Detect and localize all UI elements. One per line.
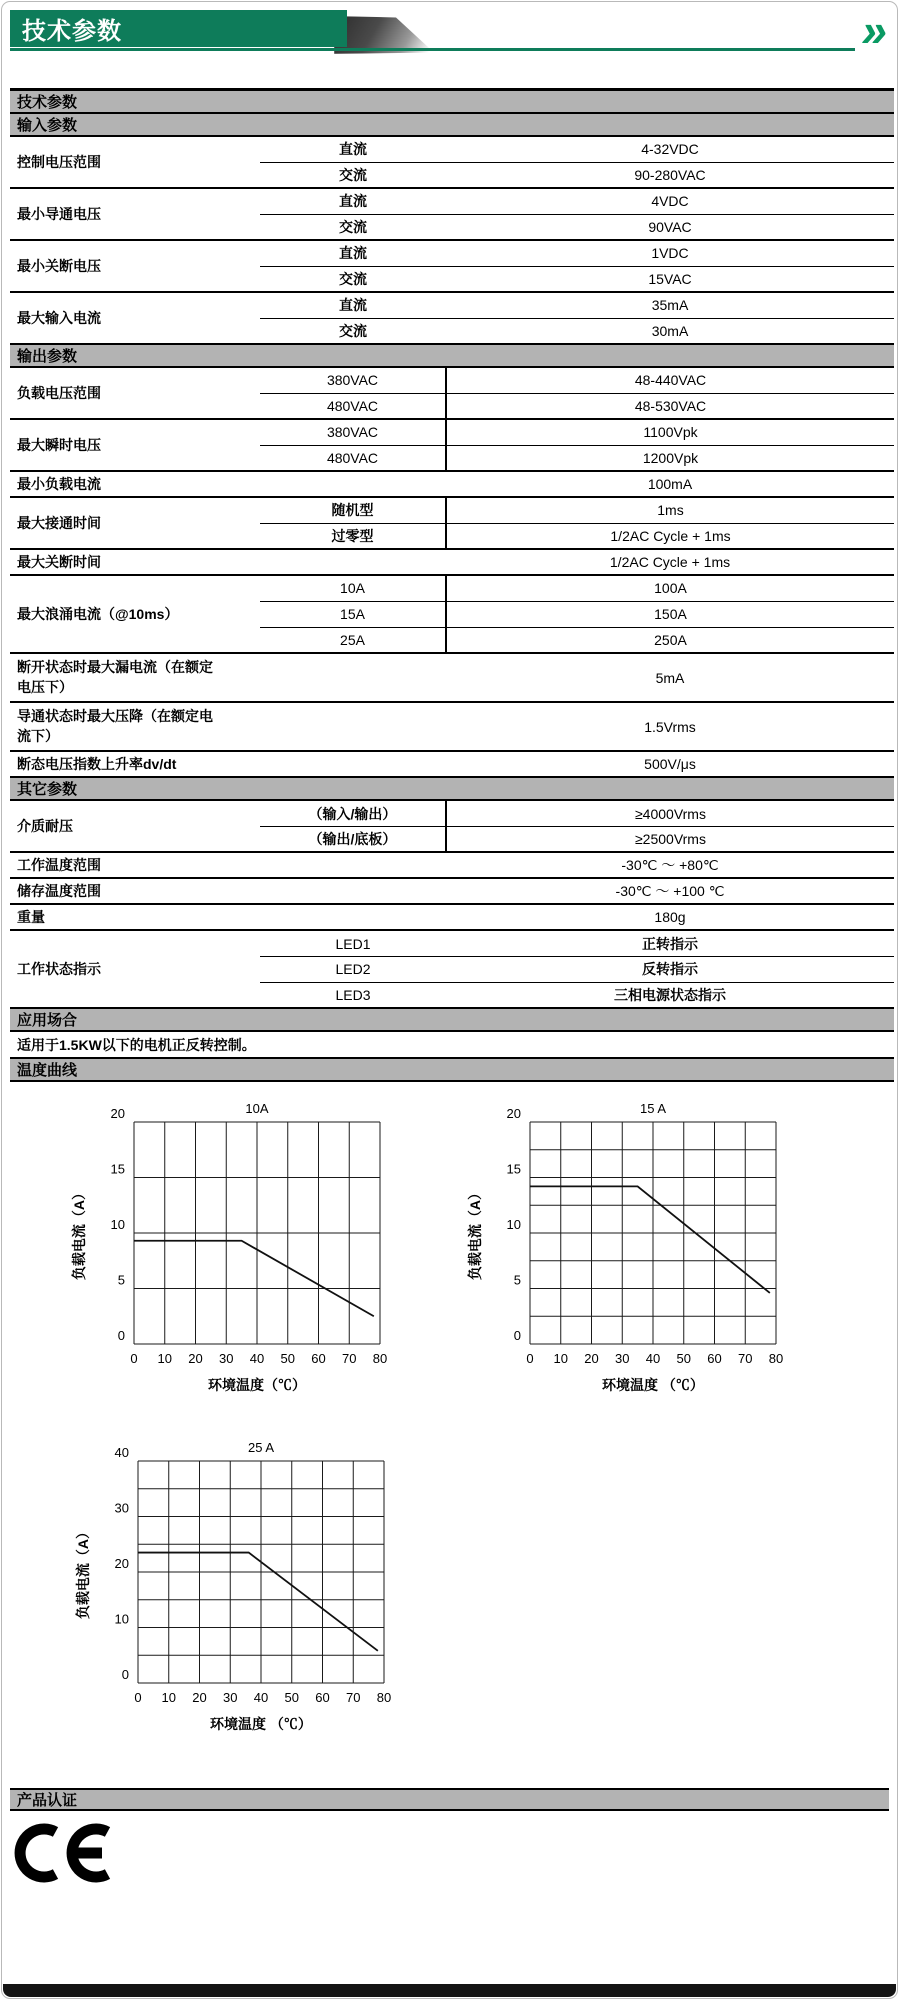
param-value: 15VAC — [446, 266, 894, 292]
param-value: 反转指示 — [446, 956, 894, 982]
svg-text:60: 60 — [315, 1690, 330, 1706]
table-row — [10, 852, 894, 878]
svg-text:10: 10 — [161, 1690, 176, 1706]
svg-text:负载电流（A）: 负载电流（A） — [75, 1525, 91, 1620]
derating-chart-10a — [70, 1094, 410, 1415]
svg-text:50: 50 — [284, 1690, 299, 1706]
param-value: -30℃ ～ +80℃ — [446, 852, 894, 878]
svg-text:15 A: 15 A — [639, 1101, 667, 1117]
charts-row-1 — [2, 1094, 897, 1415]
svg-text:10: 10 — [110, 1217, 125, 1233]
double-chevron-icon: » — [861, 4, 887, 56]
param-value: 150A — [446, 601, 894, 627]
datasheet-page — [1, 1, 898, 1999]
svg-text:0: 0 — [117, 1328, 125, 1344]
svg-text:40: 40 — [253, 1690, 269, 1706]
svg-text:20: 20 — [584, 1351, 599, 1367]
param-sub-label: LED2 — [260, 956, 446, 982]
page-title: 技术参数 — [22, 18, 122, 45]
svg-text:10: 10 — [157, 1351, 172, 1367]
param-label: 工作温度范围 — [10, 852, 446, 878]
table-row — [10, 904, 894, 930]
svg-text:负载电流（A）: 负载电流（A） — [467, 1186, 483, 1281]
table-row — [10, 188, 894, 214]
param-label: 断态电压指数上升率dv/dt — [10, 751, 446, 777]
param-value: 500V/μs — [446, 751, 894, 777]
param-sub-label: 交流 — [260, 214, 446, 240]
table-row — [10, 800, 894, 826]
param-sub-label: 直流 — [260, 136, 446, 162]
param-sub-label: 随机型 — [260, 497, 446, 523]
application-text: 适用于1.5KW以下的电机正反转控制。 — [17, 1036, 256, 1053]
derating-chart-25a — [74, 1433, 414, 1754]
table-title-row — [10, 90, 894, 114]
param-value: 35mA — [446, 292, 894, 318]
param-value: 48-530VAC — [446, 393, 894, 419]
section-header-input: 输入参数 — [10, 113, 894, 136]
svg-text:40: 40 — [645, 1351, 661, 1367]
svg-text:0: 0 — [513, 1328, 521, 1344]
temperature-curves — [2, 1082, 897, 1754]
svg-text:70: 70 — [346, 1690, 361, 1706]
param-label: 最大浪涌电流（@10ms） — [10, 575, 260, 653]
param-label: 介质耐压 — [10, 800, 260, 852]
section-header-application: 应用场合 — [10, 1008, 894, 1031]
table-row — [10, 702, 894, 751]
svg-text:30: 30 — [219, 1351, 234, 1367]
svg-text:10A: 10A — [245, 1101, 269, 1117]
table-row — [10, 497, 894, 523]
table-row — [10, 367, 894, 393]
param-value: 1/2AC Cycle + 1ms — [446, 549, 894, 575]
param-sub-label: 交流 — [260, 162, 446, 188]
param-sub-label: 直流 — [260, 188, 446, 214]
param-value: 30mA — [446, 318, 894, 344]
svg-text:环境温度（℃）: 环境温度（℃） — [208, 1377, 306, 1394]
derating-chart-15a — [466, 1094, 806, 1415]
svg-text:80: 80 — [372, 1351, 388, 1367]
table-row — [10, 240, 894, 266]
svg-text:15: 15 — [110, 1161, 125, 1177]
param-value: ≥2500Vrms — [446, 826, 894, 852]
param-value: 三相电源状态指示 — [446, 982, 894, 1008]
svg-text:5: 5 — [513, 1272, 521, 1288]
svg-text:20: 20 — [188, 1351, 203, 1367]
svg-text:60: 60 — [311, 1351, 326, 1367]
param-sub-label: LED3 — [260, 982, 446, 1008]
svg-text:环境温度 （℃）: 环境温度 （℃） — [602, 1377, 704, 1394]
page-header — [2, 2, 897, 88]
param-sub-label: 过零型 — [260, 523, 446, 549]
svg-text:40: 40 — [114, 1445, 129, 1461]
param-value: ≥4000Vrms — [446, 800, 894, 826]
param-sub-label: 380VAC — [260, 419, 446, 445]
param-label: 导通状态时最大压降（在额定电流下） — [17, 708, 213, 744]
svg-text:80: 80 — [376, 1690, 392, 1706]
ce-mark-icon — [14, 1821, 119, 1885]
param-sub-label: 15A — [260, 601, 446, 627]
param-sub-label: LED1 — [260, 930, 446, 956]
svg-text:10: 10 — [506, 1217, 521, 1233]
svg-text:5: 5 — [117, 1272, 125, 1288]
param-value: 90-280VAC — [446, 162, 894, 188]
svg-text:50: 50 — [676, 1351, 691, 1367]
param-value: 180g — [446, 904, 894, 930]
svg-text:0: 0 — [134, 1690, 142, 1706]
svg-text:负载电流（A）: 负载电流（A） — [71, 1186, 87, 1281]
table-row — [10, 653, 894, 702]
param-value: 48-440VAC — [446, 367, 894, 393]
section-header-certification: 产品认证 — [10, 1788, 889, 1811]
table-row — [10, 471, 894, 497]
svg-text:20: 20 — [506, 1106, 521, 1122]
param-label: 工作状态指示 — [10, 930, 260, 1008]
param-value: 1/2AC Cycle + 1ms — [446, 523, 894, 549]
param-value: -30℃ ～ +100 ℃ — [446, 878, 894, 904]
table-row — [10, 292, 894, 318]
svg-text:20: 20 — [110, 1106, 125, 1122]
param-sub-label: 直流 — [260, 240, 446, 266]
param-sub-label: 10A — [260, 575, 446, 601]
table-row — [10, 136, 894, 162]
param-label: 负载电压范围 — [10, 367, 260, 419]
table-row — [10, 930, 894, 956]
section-header-other: 其它参数 — [10, 777, 894, 800]
section-header-output: 输出参数 — [10, 344, 894, 367]
param-sub-label: 交流 — [260, 318, 446, 344]
param-value: 4-32VDC — [446, 136, 894, 162]
section-header-curves: 温度曲线 — [10, 1058, 894, 1081]
svg-text:环境温度 （℃）: 环境温度 （℃） — [210, 1716, 312, 1733]
param-value: 1VDC — [446, 240, 894, 266]
param-sub-label: （输入/输出） — [260, 800, 446, 826]
param-label: 最小关断电压 — [10, 240, 260, 292]
param-sub-label: 直流 — [260, 292, 446, 318]
application-text-row — [10, 1031, 894, 1058]
param-label: 重量 — [10, 904, 446, 930]
param-label: 最小负载电流 — [10, 471, 446, 497]
table-row — [10, 575, 894, 601]
param-label: 最大输入电流 — [10, 292, 260, 344]
param-label: 最大关断时间 — [10, 549, 446, 575]
param-sub-label: （输出/底板） — [260, 826, 446, 852]
table-row — [10, 878, 894, 904]
param-value: 5mA — [446, 653, 894, 702]
param-value: 正转指示 — [446, 930, 894, 956]
param-sub-label: 25A — [260, 627, 446, 653]
certification-marks — [14, 1821, 897, 1890]
svg-text:60: 60 — [707, 1351, 722, 1367]
svg-text:0: 0 — [121, 1667, 129, 1683]
svg-text:25 A: 25 A — [247, 1440, 275, 1456]
param-value: 1100Vpk — [446, 419, 894, 445]
param-value: 1.5Vrms — [446, 702, 894, 751]
header-rule — [10, 48, 855, 51]
param-value: 1200Vpk — [446, 445, 894, 471]
param-value: 100A — [446, 575, 894, 601]
param-label: 储存温度范围 — [10, 878, 446, 904]
svg-text:20: 20 — [114, 1556, 129, 1572]
table-row — [10, 549, 894, 575]
table-title: 技术参数 — [10, 90, 894, 114]
svg-text:20: 20 — [192, 1690, 207, 1706]
svg-text:0: 0 — [130, 1351, 138, 1367]
svg-text:80: 80 — [768, 1351, 784, 1367]
svg-text:70: 70 — [738, 1351, 753, 1367]
param-label: 控制电压范围 — [10, 136, 260, 188]
svg-text:70: 70 — [342, 1351, 357, 1367]
param-sub-label: 480VAC — [260, 445, 446, 471]
spec-table — [10, 88, 894, 1082]
title-banner — [10, 10, 347, 47]
param-label: 断开状态时最大漏电流（在额定电压下） — [17, 659, 213, 695]
svg-text:40: 40 — [249, 1351, 265, 1367]
table-row — [10, 419, 894, 445]
svg-text:10: 10 — [114, 1611, 129, 1627]
svg-text:10: 10 — [553, 1351, 568, 1367]
param-value: 90VAC — [446, 214, 894, 240]
param-value: 1ms — [446, 497, 894, 523]
param-value: 4VDC — [446, 188, 894, 214]
param-label: 最小导通电压 — [10, 188, 260, 240]
param-label: 最大瞬时电压 — [10, 419, 260, 471]
footer-bar — [3, 1984, 896, 1997]
svg-text:30: 30 — [114, 1500, 129, 1516]
svg-text:0: 0 — [526, 1351, 534, 1367]
svg-text:30: 30 — [615, 1351, 630, 1367]
table-row — [10, 751, 894, 777]
param-label: 最大接通时间 — [10, 497, 260, 549]
param-value: 250A — [446, 627, 894, 653]
charts-row-2 — [2, 1433, 897, 1754]
svg-text:15: 15 — [506, 1161, 521, 1177]
svg-text:30: 30 — [223, 1690, 238, 1706]
param-value: 100mA — [446, 471, 894, 497]
param-sub-label: 交流 — [260, 266, 446, 292]
param-sub-label: 480VAC — [260, 393, 446, 419]
svg-text:50: 50 — [280, 1351, 295, 1367]
param-sub-label: 380VAC — [260, 367, 446, 393]
